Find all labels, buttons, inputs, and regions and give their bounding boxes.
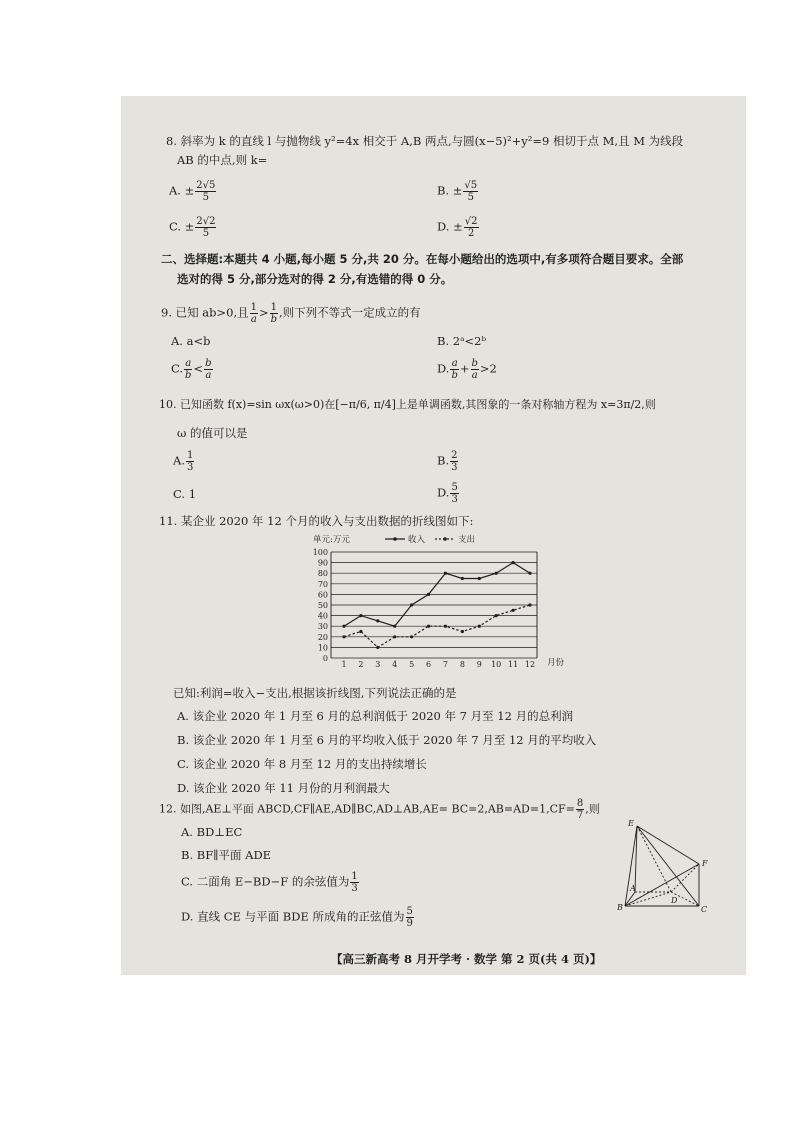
q9-option-a: A. a<b [171, 334, 211, 348]
q12-stem: 12. 如图,AE⊥平面 ABCD,CF∥AE,AD∥BC,AD⊥AB,AE= BC=2,AB=AD=1,CF= $\frac{8}{7}$ ,则 [159, 798, 600, 821]
x-tick-label: 9 [476, 660, 482, 669]
y-tick-label: 40 [317, 611, 328, 621]
edge-bd [625, 892, 671, 906]
data-point-income [376, 619, 379, 622]
y-tick-label: 20 [317, 632, 328, 642]
legend-income-marker [393, 537, 397, 541]
label-f: F [702, 859, 708, 868]
section2-heading-line2: 选对的得 5 分,部分选对的得 2 分,有选错的得 0 分。 [177, 272, 453, 286]
q10-option-d: D. $\frac{5}{3}$ [437, 482, 458, 505]
data-point-expense [359, 630, 362, 633]
y-tick-label: 90 [317, 558, 328, 568]
legend-income-label: 收入 [408, 535, 426, 545]
q8-stem-line1: 8. 斜率为 k 的直线 l 与抛物线 y²=4x 相交于 A,B 两点,与圆(x−5)²+y²=9 相切于点 M,且 M 为线段 [166, 134, 684, 148]
x-tick-label: 8 [459, 660, 465, 669]
label-c: C [701, 905, 708, 914]
x-tick-label: 1 [341, 660, 347, 669]
q11-stem: 11. 某企业 2020 年 12 个月的收入与支出数据的折线图如下: [159, 514, 474, 528]
y-tick-label: 10 [317, 643, 328, 653]
x-tick-label: 11 [507, 660, 519, 669]
data-point-expense [427, 625, 430, 628]
data-point-expense [511, 609, 514, 612]
q8-stem-line2: AB 的中点,则 k= [177, 153, 268, 167]
edge-eb [625, 826, 637, 906]
y-tick-label: 100 [312, 548, 328, 557]
data-point-income [410, 603, 413, 606]
data-point-income [478, 577, 481, 580]
geometry-figure [617, 820, 717, 915]
x-tick-label: 6 [425, 660, 432, 669]
data-point-income [528, 572, 531, 575]
q8-option-c: C. ± $\frac{2√2}{5}$ [169, 216, 216, 239]
data-point-expense [393, 635, 396, 638]
page-footer: 【高三新高考 8 月开学考 · 数学 第 2 页(共 4 页)】 [331, 952, 602, 966]
q11-option-a: A. 该企业 2020 年 1 月至 6 月的总利润低于 2020 年 7 月至 12 月的总利润 [177, 709, 574, 723]
q12-option-c: C. 二面角 E−BD−F 的余弦值为 $\frac{1}{3}$ [181, 871, 358, 894]
x-tick-label: 2 [358, 660, 364, 669]
chart-x-axis-label: 月份 [547, 658, 565, 668]
q11-option-b: B. 该企业 2020 年 1 月至 6 月的平均收入低于 2020 年 7 月至 12 月的平均收入 [177, 733, 597, 747]
data-point-expense [376, 646, 379, 649]
q9-option-d: D. $\frac{a}{b}$ + $\frac{b}{a}$ >2 [437, 358, 497, 381]
x-tick-label: 5 [409, 660, 415, 669]
chart-unit-label: 单元:万元 [313, 535, 350, 545]
data-point-income [461, 577, 464, 580]
data-point-income [444, 572, 447, 575]
label-e: E [628, 820, 634, 828]
q8-option-b: B. ± $\frac{√5}{5}$ [437, 180, 478, 203]
data-point-expense [461, 630, 464, 633]
data-point-income [511, 561, 514, 564]
q12-option-b: B. BF∥平面 ADE [181, 848, 272, 862]
q10-option-a: A. $\frac{1}{3}$ [173, 450, 194, 473]
data-point-income [495, 572, 498, 575]
data-point-expense [478, 625, 481, 628]
data-point-income [342, 625, 345, 628]
q9-option-b: B. 2ᵃ<2ᵇ [437, 334, 487, 348]
x-tick-label: 4 [392, 660, 398, 669]
x-tick-label: 12 [524, 660, 536, 669]
label-a: A [630, 884, 636, 893]
q10-option-c: C. 1 [173, 487, 197, 501]
y-tick-label: 50 [317, 601, 328, 610]
data-point-income [359, 614, 362, 617]
y-tick-label: 0 [322, 654, 328, 663]
y-tick-label: 70 [317, 579, 328, 589]
data-point-expense [495, 614, 498, 617]
x-tick-label: 7 [442, 660, 449, 669]
legend-expense-marker [443, 537, 447, 541]
data-point-expense [528, 603, 531, 606]
chart-legend [385, 534, 475, 545]
label-d: D [671, 896, 678, 905]
y-tick-label: 30 [317, 622, 328, 632]
q12-option-d: D. 直线 CE 与平面 BDE 所成角的正弦值为 $\frac{5}{9}$ [181, 906, 413, 929]
q9-stem: 9. 已知 ab>0,且 $\frac{1}{a}$ > $\frac{1}{b}$ ,则下列不等式一定成立的有 [161, 302, 421, 325]
data-point-expense [444, 625, 447, 628]
legend-expense-label: 支出 [458, 535, 476, 545]
q12-option-a: A. BD⊥EC [181, 825, 243, 839]
q10-stem-line2: ω 的值可以是 [177, 426, 248, 440]
data-point-income [393, 625, 396, 628]
data-point-income [427, 593, 430, 596]
q11-option-d: D. 该企业 2020 年 11 月份的月利润最大 [177, 781, 390, 795]
q10-option-b: B. $\frac{2}{3}$ [437, 450, 458, 473]
section2-heading-line1: 二、选择题:本题共 4 小题,每小题 5 分,共 20 分。在每小题给出的选项中,有多项符合题目要求。全部 [161, 252, 684, 266]
data-point-expense [410, 635, 413, 638]
q8-option-d: D. ± $\frac{√2}{2}$ [437, 216, 478, 239]
y-tick-label: 80 [317, 569, 328, 579]
exam-page [121, 96, 746, 975]
x-tick-label: 3 [375, 660, 381, 669]
q11-option-c: C. 该企业 2020 年 8 月至 12 月的支出持续增长 [177, 757, 427, 771]
y-tick-label: 60 [317, 590, 328, 600]
x-tick-label: 10 [491, 660, 502, 669]
q8-option-a: A. ± $\frac{2√5}{5}$ [169, 180, 216, 203]
data-point-expense [342, 635, 345, 638]
q9-option-c: C. $\frac{a}{b}$ < $\frac{b}{a}$ [171, 358, 212, 381]
label-b: B [617, 903, 623, 912]
q11-given: 已知:利润=收入−支出,根据该折线图,下列说法正确的是 [173, 686, 457, 700]
q10-stem: 10. 已知函数 f(x)=sin ωx(ω>0)在[−π/6, π/4]上是单调函数,其图象的一条对称轴方程为 x=3π/2,则 [159, 398, 656, 411]
income-expense-line-chart [301, 532, 576, 672]
